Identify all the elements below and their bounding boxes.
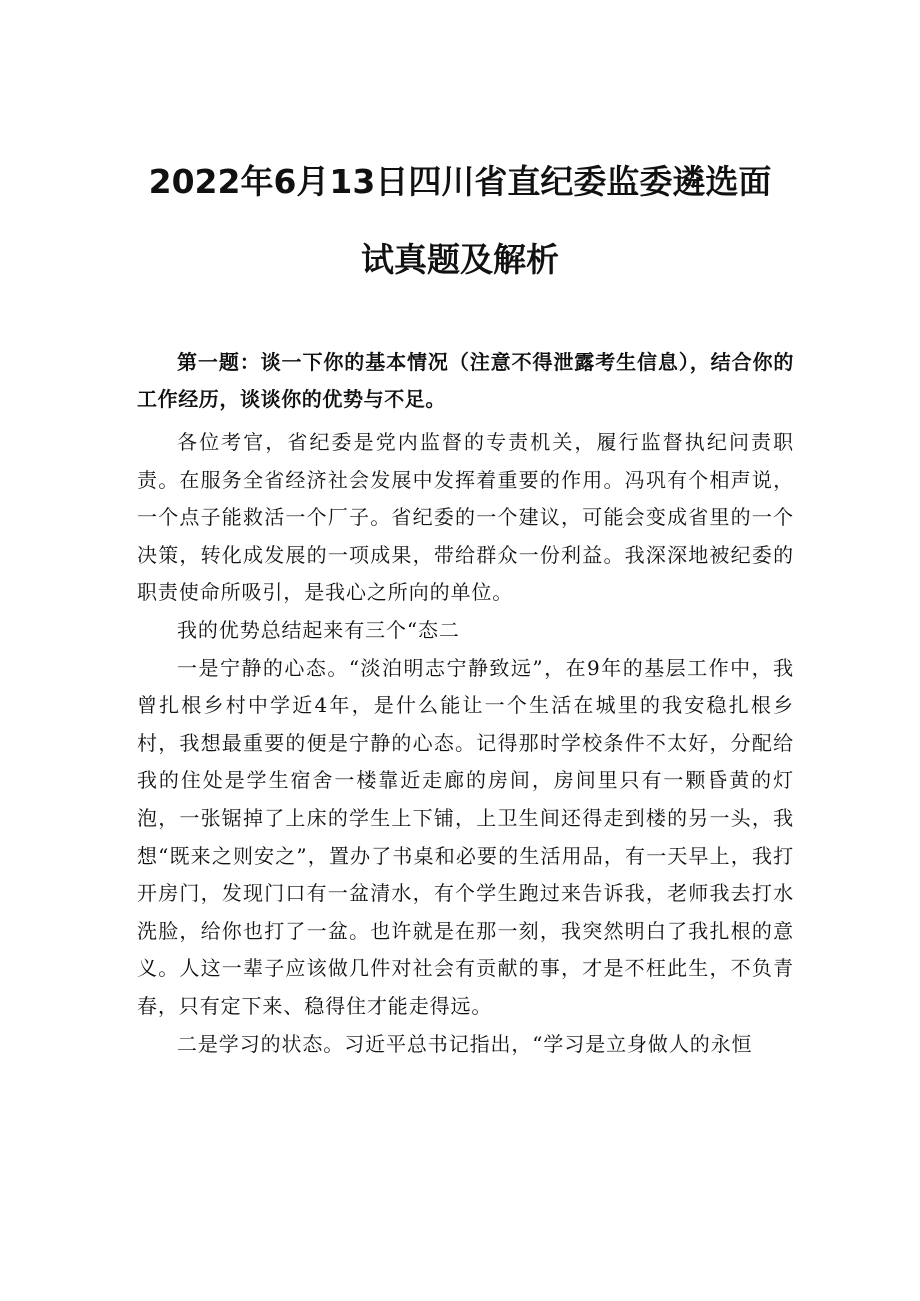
- document-title-line-1: 2022年6月13日四川省直纪委监委遴选面: [148, 162, 772, 201]
- question-heading: 第一题：谈一下你的基本情况（注意不得泄露考生信息），结合你的工作经历，谈谈你的优势与不足。: [137, 350, 794, 411]
- answer-paragraph-4: 二是学习的状态。习近平总书记指出，“学习是立身做人的永恒: [177, 1031, 753, 1056]
- answer-paragraph-1: 各位考官，省纪委是党内监督的专责机关，履行监督执纪问责职责。在服务全省经济社会发展中发挥着重要的作用。冯巩有个相声说，一个点子能救活一个厂子。省纪委的一个建议，可能会变成省里的一个决策，转化成发展的一项成果，带给群众一份利益。我深深地被纪委的职责使命所吸引，是我心之所向的单位。: [137, 430, 794, 605]
- answer-paragraph-3: 一是宁静的心态。“淡泊明志宁静致远”，在9年的基层工作中，我曾扎根乡村中学近4年，是什么能让一个生活在城里的我安稳扎根乡村，我想最重要的便是宁静的心态。记得那时学校条件不太好，分配给我的住处是学生宿舍一楼靠近走廊的房间，房间里只有一颗昏黄的灯泡，一张锯掉了上床的学生上下铺，上卫生间还得走到楼的另一头，我想“既来之则安之”，置办了书桌和必要的生活用品，有一天早上，我打开房门，发现门口有一盆清水，有个学生跑过来告诉我，老师我去打水洗脸，给你也打了一盆。也许就是在那一刻，我突然明白了我扎根的意义。人这一辈子应该做几件对社会有贡献的事，才是不枉此生，不负青春，只有定下来、稳得住才能走得远。: [137, 655, 794, 1018]
- document-title-line-2: 试真题及解析: [361, 240, 559, 279]
- document-body: [137, 344, 794, 1063]
- answer-paragraph-2: 我的优势总结起来有三个“态二: [177, 617, 460, 642]
